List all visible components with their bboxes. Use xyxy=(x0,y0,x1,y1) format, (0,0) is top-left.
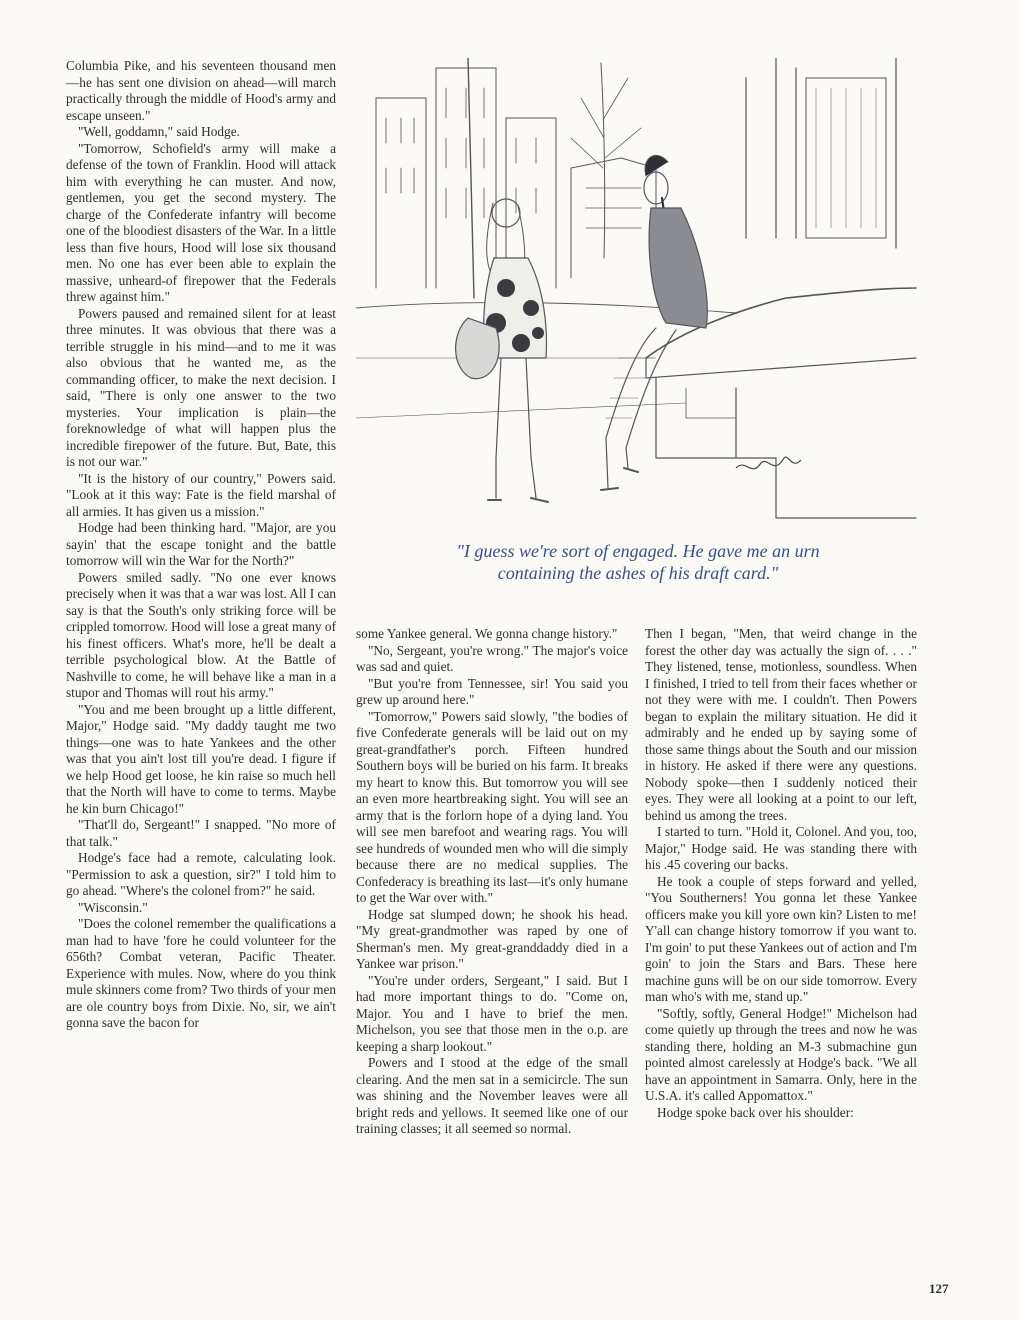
paragraph: Powers and I stood at the edge of the small clearing. And the men sat in a semicircle. The sun was shining and the November leaves were all bright reds and yellows. It seemed like one of our training classes; it all seemed so normal. xyxy=(356,1055,628,1136)
paragraph: "But you're from Tennessee, sir! You said you grew up around here." xyxy=(356,675,628,707)
caption-line: containing the ashes of his draft card." xyxy=(497,563,779,583)
text-column-right xyxy=(645,626,917,1121)
text-column-left xyxy=(66,58,336,1032)
paragraph: "Softly, softly, General Hodge!" Michelson had come quietly up through the trees and now he was standing there, holding an M-3 submachine gun pointed almost carelessly at Hodge's back. "We all have an appointment in Samarra. Only, here in the U.S.A. it's called Appomattox." xyxy=(645,1005,917,1103)
paragraph: Powers smiled sadly. "No one ever knows precisely when it was that a war was lost. All I can say is that the South's only striking force will be crippled tomorrow. Hood will lose a great many of his finest officers. What's more, he'll be dealt a terrible psychological blow. At the Battle of Nashville to come, he will behave like a man in a stupor and Thomas will rout his army." xyxy=(66,569,336,700)
paragraph: "It is the history of our country," Powers said. "Look at it this way: Fate is the field marshal of all armies. It has given us a mission." xyxy=(66,470,336,519)
paragraph: "No, Sergeant, you're wrong." The major's voice was sad and quiet. xyxy=(356,642,628,674)
paragraph: Hodge had been thinking hard. "Major, are you sayin' that the escape tonight and the battle tomorrow will win the War for the North?" xyxy=(66,520,336,568)
cartoon-caption xyxy=(356,540,920,584)
paragraph: "Tomorrow, Schofield's army will make a defense of the town of Franklin. Hood will attack him with everything he can muster. And now, gentlemen, you get the second mystery. The charge of the Confederate infantry will become one of the bloodiest disasters of the War. In a little less than five hours, Hood will lose six thousand men. No one has ever been able to explain the massive, unheard-of firepower that the Federals threw against him." xyxy=(66,140,336,304)
paragraph: "That'll do, Sergeant!" I snapped. "No more of that talk." xyxy=(66,817,336,849)
paragraph: Columbia Pike, and his seventeen thousand men—he has sent one division on ahead—will march practically through the middle of Hood's army and escape unseen." xyxy=(66,58,336,123)
paragraph: "You and me been brought up a little different, Major," Hodge said. "My daddy taught me two things—one was to hate Yankees and the other was that you ain't lost till you're dead. I figure if we help Hood get loose, he kin raise so much hell that the North will have to come to terms. Maybe he kin burn Chicago!" xyxy=(66,701,336,816)
paragraph: "Wisconsin." xyxy=(78,899,148,915)
paragraph: Hodge spoke back over his shoulder: xyxy=(657,1104,854,1120)
page-number: 127 xyxy=(929,1281,949,1296)
paragraph: Hodge's face had a remote, calculating look. "Permission to ask a question, sir?" I told him to go ahead. "Where's the colonel from?" he said. xyxy=(66,850,336,898)
paragraph: "Does the colonel remember the qualifications a man had to have 'fore he could volunteer for the 656th? Combat veteran, Pacific Theater. Experience with mules. Now, where do you think mule skinners come from? Two thirds of your men are ole country boys from Dixie. No, sir, we ain't gonna save the bacon for xyxy=(66,916,336,1030)
paragraph: "Tomorrow," Powers said slowly, "the bodies of five Confederate generals will be laid out on my great-grandfather's porch. Fifteen hundred Southern boys will be buried on his farm. It breaks my heart to know this. But tomorrow you will see an even more heartbreaking sight. You will see an army that is the forlorn hope of a dying land. You will see men barefoot and wearing rags. You will see hundreds of wounded men who will die simply because there are no medical supplies. The Confederacy is breathing its last—it's only humane to get the War over with." xyxy=(356,708,628,905)
paragraph: He took a couple of steps forward and yelled, "You Southerners! You gonna let these Yankee officers make you kill yore own kin? Listen to me! Y'all can change history tomorrow if you want to. I'm goin' to put these Yankees out of action and I'm goin' to join the Stars and Bars. These here machine guns will be on our side tomorrow. Every man who's with me, stand up." xyxy=(645,873,917,1004)
paragraph: some Yankee general. We gonna change history." xyxy=(356,626,618,641)
paragraph: "Well, goddamn," said Hodge. xyxy=(78,124,240,139)
paragraph: "You're under orders, Sergeant," I said. But I had more important things to do. "Come on, Major. You and I have to brief the men. Michelson, you see that those men in the o.p. are keeping a sharp lookout." xyxy=(356,972,628,1054)
cartoon-illustration xyxy=(356,58,920,528)
paragraph: Then I began, "Men, that weird change in the forest the other day was actually the sign of. . . ." They listened, tense, motionless, soundless. When I finished, I tried to tell from their faces whether or not they were with me. I couldn't. Then Powers began to explain the military situation. He did it admirably and he ended up by saying some of those same things about the South and our mission in history. He asked if there were any questions. Nobody spoke—then I suddenly noticed their eyes. They were all looking at a point to our left, behind us among the trees. xyxy=(645,626,917,823)
paragraph: Hodge sat slumped down; he shook his head. "My great-grandmother was raped by one of Sherman's men. My great-granddaddy died in a Yankee war prison." xyxy=(356,906,628,971)
paragraph: I started to turn. "Hold it, Colonel. And you, too, Major," Hodge said. He was standing there with his .45 covering our backs. xyxy=(645,824,917,872)
paragraph: Powers paused and remained silent for at least three minutes. It was obvious that there was a terrible struggle in his mind—and to me it was also obvious that he wanted me, as the commanding officer, to make the next decision. I said, "There is only one answer to the two mysteries. Your implication is plain—the foreknowledge of what will happen plus the incredible firepower of the future. But, Bate, this is not our war." xyxy=(66,305,336,469)
text-column-middle xyxy=(356,626,628,1138)
caption-line: "I guess we're sort of engaged. He gave me an urn xyxy=(456,541,820,561)
